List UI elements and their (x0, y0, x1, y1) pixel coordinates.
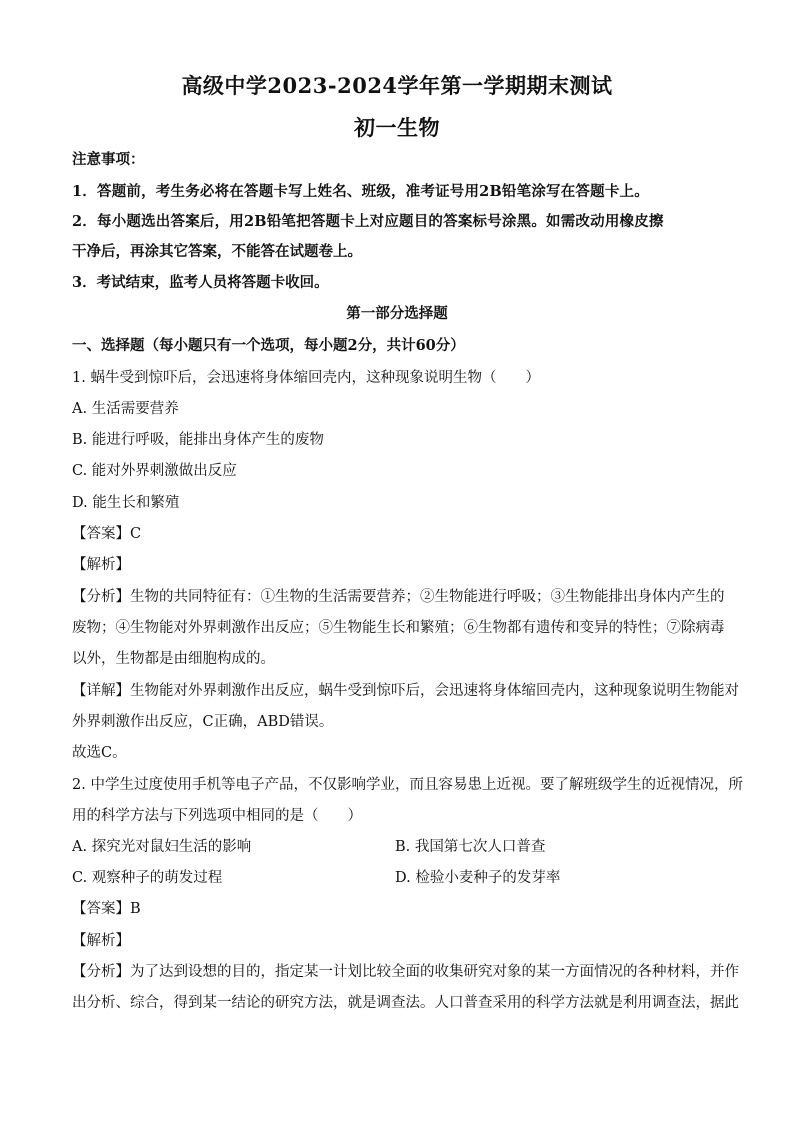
detail-text: 外界刺激作出反应，C正确，ABD错误。 (72, 714, 334, 730)
option-d: D. 检验小麦种子的发芽率 (395, 870, 561, 886)
question-stem: 2. 中学生过度使用手机等电子产品，不仅影响学业，而且容易患上近视。要了解班级学生的近视情况，所 (72, 777, 743, 793)
analysis-text: 废物；④生物能对外界刺激作出反应；⑤生物能生长和繁殖；⑥生物都有遗传和变异的特性；⑦除病毒 (72, 620, 725, 636)
option-b: B. 能进行呼吸，能排出身体产生的废物 (72, 432, 324, 448)
analysis-text: 【分析】生物的共同特征有：①生物的生活需要营养；②生物能进行呼吸；③生物能排出身体内产生的 (72, 589, 725, 605)
detail-text: 【详解】生物能对外界刺激作出反应，蜗牛受到惊吓后，会迅速将身体缩回壳内，这种现象说明生物能对 (72, 683, 739, 699)
answer-label: 【答案】C (72, 526, 142, 542)
conclusion-text: 故选C。 (72, 745, 127, 761)
question-stem: 1. 蜗牛受到惊吓后，会迅速将身体缩回壳内，这种现象说明生物（ ） (72, 370, 540, 386)
analysis-text: 【分析】为了达到设想的目的，指定某一计划比较全面的收集研究对象的某一方面情况的各种材料，并作 (72, 964, 739, 980)
option-d: D. 能生长和繁殖 (72, 495, 180, 511)
question-stem: 用的科学方法与下列选项中相同的是（ ） (72, 808, 362, 824)
analysis-text: 以外，生物都是由细胞构成的。 (72, 651, 275, 667)
option-b: B. 我国第七次人口普查 (395, 839, 546, 855)
notice-item: 3．考试结束，监考人员将答题卡收回。 (72, 274, 329, 291)
option-a: A. 探究光对鼠妇生活的影响 (72, 839, 252, 855)
subject-title: 初一生物 (354, 115, 440, 140)
notice-item: 1．答题前，考生务必将在答题卡写上姓名、班级，准考证号用2B铅笔涂写在答题卡上。 (72, 183, 649, 200)
option-c: C. 观察种子的萌发过程 (72, 870, 223, 886)
analysis-label: 【解析】 (72, 933, 130, 949)
answer-label: 【答案】B (72, 901, 141, 917)
exam-title: 高级中学2023-2024学年第一学期期末测试 (181, 73, 613, 98)
analysis-label: 【解析】 (72, 557, 130, 573)
notice-heading: 注意事项： (72, 151, 145, 168)
analysis-text: 出分析、综合，得到某一结论的研究方法，就是调查法。人口普查采用的科学方法就是利用调查法，据此 (72, 995, 739, 1011)
section-heading: 一、选择题（每小题只有一个选项，每小题2分，共计60分） (72, 337, 465, 354)
option-c: C. 能对外界刺激做出反应 (72, 463, 237, 479)
part-title: 第一部分选择题 (346, 305, 448, 322)
option-a: A. 生活需要营养 (72, 401, 179, 417)
notice-item: 干净后，再涂其它答案，不能答在试题卷上。 (72, 243, 362, 260)
notice-item: 2．每小题选出答案后，用2B铅笔把答题卡上对应题目的答案标号涂黑。如需改动用橡皮擦 (72, 213, 664, 230)
